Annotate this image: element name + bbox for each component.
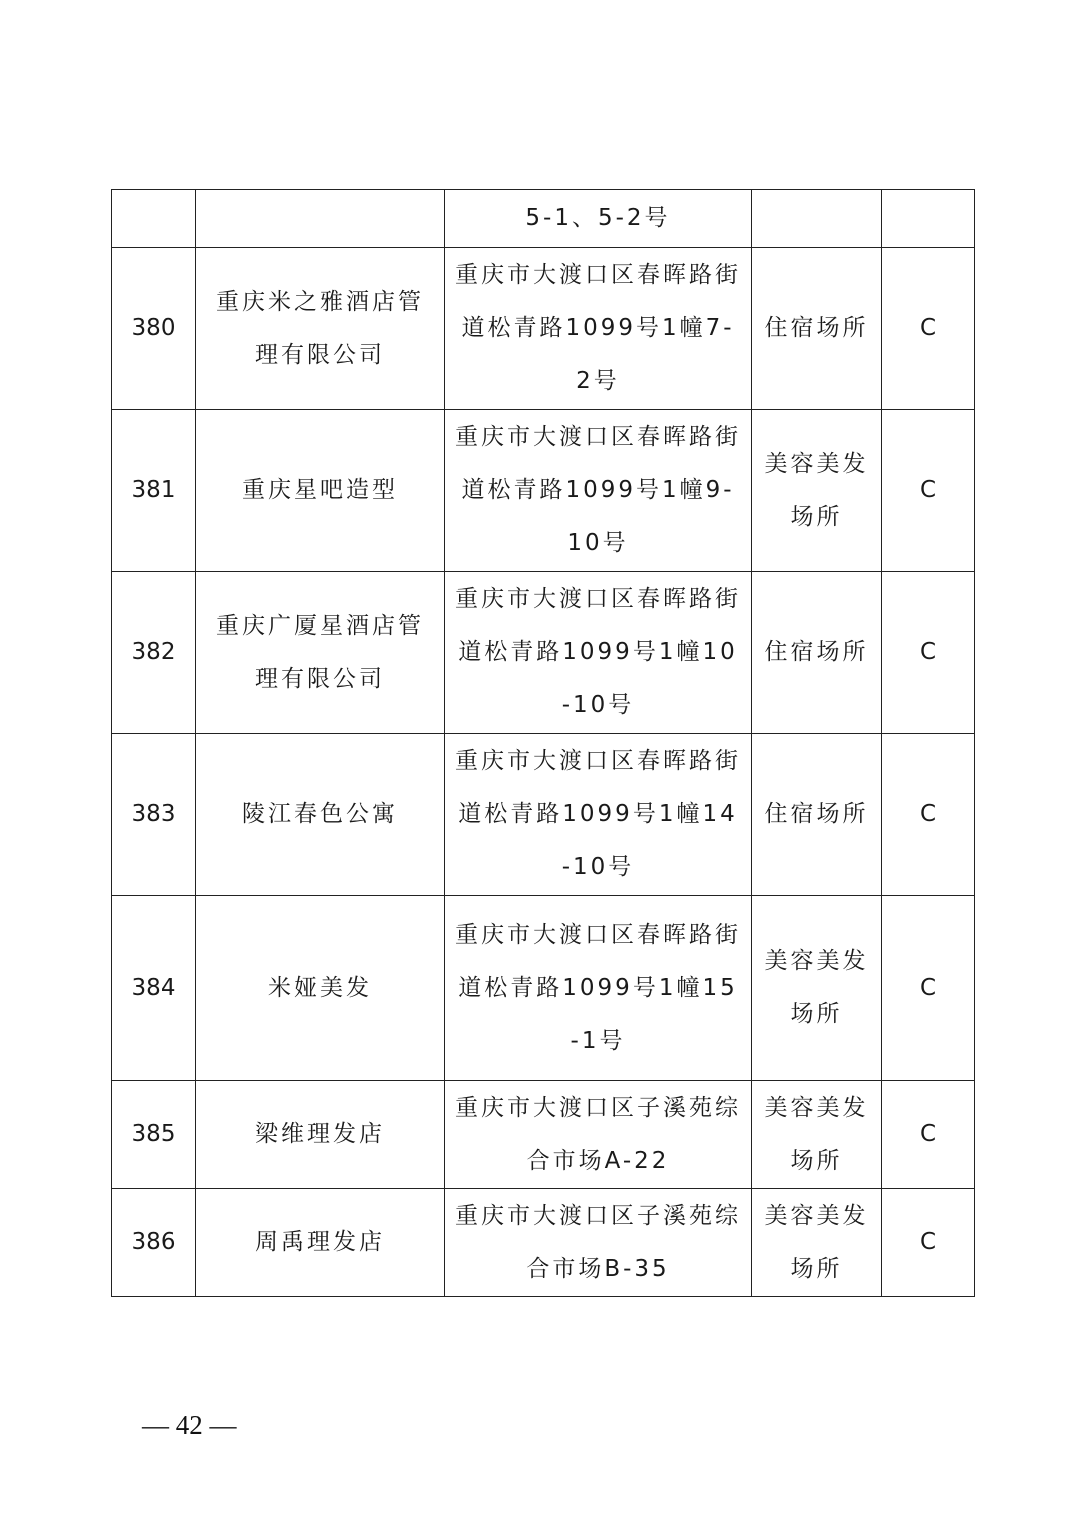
establishment-type: 美容美发场所	[752, 1189, 882, 1297]
establishment-type: 住宿场所	[752, 572, 882, 734]
row-number	[112, 190, 196, 248]
establishment-address: 重庆市大渡口区春晖路街道松青路1099号1幢9-10号	[445, 410, 752, 572]
establishment-name: 梁维理发店	[196, 1081, 445, 1189]
establishment-name: 重庆广厦星酒店管理有限公司	[196, 572, 445, 734]
establishment-address: 重庆市大渡口区春晖路街道松青路1099号1幢14-10号	[445, 734, 752, 896]
rating-level: C	[882, 1189, 975, 1297]
establishment-table	[111, 189, 975, 1297]
establishment-address: 重庆市大渡口区春晖路街道松青路1099号1幢10-10号	[445, 572, 752, 734]
establishment-name	[196, 190, 445, 248]
establishment-name: 重庆米之雅酒店管理有限公司	[196, 248, 445, 410]
establishment-address: 重庆市大渡口区春晖路街道松青路1099号1幢7-2号	[445, 248, 752, 410]
rating-level: C	[882, 572, 975, 734]
row-number: 381	[112, 410, 196, 572]
establishment-address: 重庆市大渡口区子溪苑综合市场B-35	[445, 1189, 752, 1297]
establishment-type: 美容美发场所	[752, 410, 882, 572]
row-number: 384	[112, 896, 196, 1081]
establishment-type: 住宿场所	[752, 734, 882, 896]
table-row	[112, 248, 975, 410]
establishment-address: 重庆市大渡口区春晖路街道松青路1099号1幢15-1号	[445, 896, 752, 1081]
row-number: 385	[112, 1081, 196, 1189]
table-row	[112, 572, 975, 734]
establishment-name: 重庆星吧造型	[196, 410, 445, 572]
rating-level: C	[882, 734, 975, 896]
establishment-type: 住宿场所	[752, 248, 882, 410]
table-row	[112, 896, 975, 1081]
establishment-name: 周禹理发店	[196, 1189, 445, 1297]
page-number: — 42 —	[142, 1410, 237, 1440]
rating-level: C	[882, 896, 975, 1081]
establishment-type: 美容美发场所	[752, 1081, 882, 1189]
establishment-type: 美容美发场所	[752, 896, 882, 1081]
rating-level: C	[882, 410, 975, 572]
table-row	[112, 734, 975, 896]
row-number: 383	[112, 734, 196, 896]
establishment-address: 5-1、5-2号	[445, 190, 752, 248]
rating-level: C	[882, 1081, 975, 1189]
row-number: 380	[112, 248, 196, 410]
rating-level: C	[882, 248, 975, 410]
table-row	[112, 1189, 975, 1297]
row-number: 382	[112, 572, 196, 734]
table-row	[112, 1081, 975, 1189]
table-row	[112, 410, 975, 572]
table-row	[112, 190, 975, 248]
establishment-name: 陵江春色公寓	[196, 734, 445, 896]
establishment-name: 米娅美发	[196, 896, 445, 1081]
establishment-type	[752, 190, 882, 248]
row-number: 386	[112, 1189, 196, 1297]
establishment-address: 重庆市大渡口区子溪苑综合市场A-22	[445, 1081, 752, 1189]
rating-level	[882, 190, 975, 248]
